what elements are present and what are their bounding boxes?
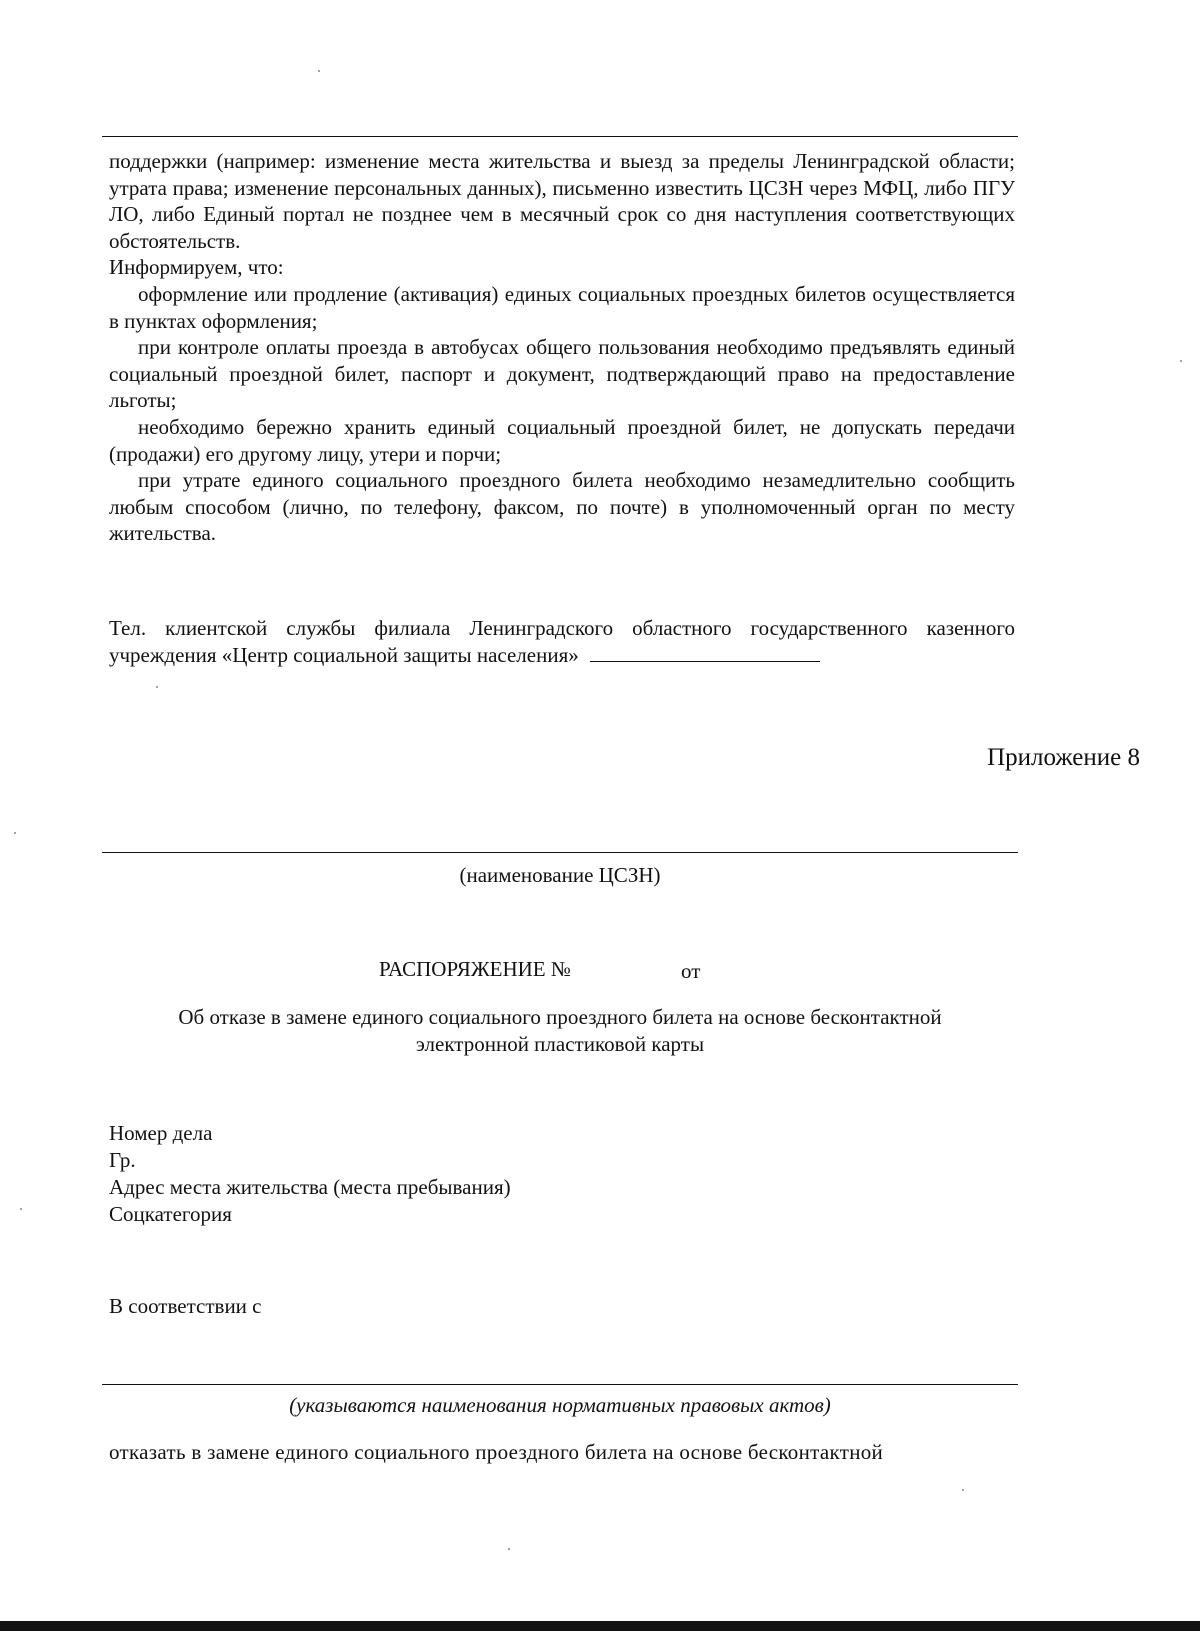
order-title: РАСПОРЯЖЕНИЕ № <box>379 957 571 981</box>
address-label: Адрес места жительства (места пребывания) <box>109 1175 511 1199</box>
category-label: Соцкатегория <box>109 1202 232 1226</box>
scan-speck <box>20 1208 22 1210</box>
paragraph-storage: необходимо бережно хранить единый социальный проездной билет, не допускать передачи (продажи) его другому лицу, утери и порчи; <box>109 415 1015 466</box>
paragraph-loss: при утрате единого социального проездного билета необходимо незамедлительно сообщить любым способом (лично, по телефону, факсом, по почте) в уполномоченный орган по месту жительства. <box>109 468 1015 545</box>
scan-speck <box>318 70 320 72</box>
org-name-rule <box>102 852 1018 853</box>
order-subject <box>102 1004 1018 1057</box>
paragraph-inform: Информируем, что: <box>109 255 284 279</box>
paragraph-control: при контроле оплаты проезда в автобусах общего пользования необходимо предъявлять единый социальный проездной билет, паспорт и документ, подтверждающий право на предоставление льготы; <box>109 335 1015 412</box>
phone-blank-line <box>590 643 820 662</box>
top-rule <box>102 136 1018 137</box>
org-name-caption: (наименование ЦСЗН) <box>459 863 661 887</box>
citizen-label: Гр. <box>109 1148 136 1172</box>
acts-rule <box>102 1384 1018 1385</box>
order-subject-line1: Об отказе в замене единого социального проездного билета на основе бесконтактной <box>178 1005 942 1029</box>
order-subject-line2: электронной пластиковой карты <box>415 1031 705 1056</box>
phone-block <box>109 615 1015 668</box>
paragraph-registration: оформление или продление (активация) единых социальных проездных билетов осуществляется в пунктах оформления; <box>109 282 1015 333</box>
decision-text: отказать в замене единого социального проездного билета на основе бесконтактной <box>109 1440 884 1464</box>
order-from: от <box>681 959 701 983</box>
acts-caption: (указываются наименования нормативных правовых актов) <box>289 1393 831 1417</box>
paragraph-support-change: поддержки (например: изменение места жительства и выезд за пределы Ленинградской области; утрата права; изменение персональных данных), письменно известить ЦСЗН через МФЦ, либо ПГУ ЛО, либо Единый портал не позднее чем в месячный срок со дня наступления соответствующих обстоятельств. <box>109 149 1015 253</box>
accordance-label: В соответствии с <box>109 1294 262 1318</box>
phone-label: Тел. клиентской службы филиала Ленинградского областного государственного казенного учреждения «Центр социальной защиты населения» <box>109 616 1015 667</box>
scan-speck <box>14 832 16 834</box>
scan-speck <box>156 686 158 688</box>
scan-speck <box>962 1489 964 1491</box>
scan-bottom-edge <box>0 1621 1200 1631</box>
scan-speck <box>1180 360 1182 362</box>
case-number-label: Номер дела <box>109 1121 213 1145</box>
appendix-label: Приложение 8 <box>987 744 1140 771</box>
scan-speck <box>508 1548 510 1550</box>
